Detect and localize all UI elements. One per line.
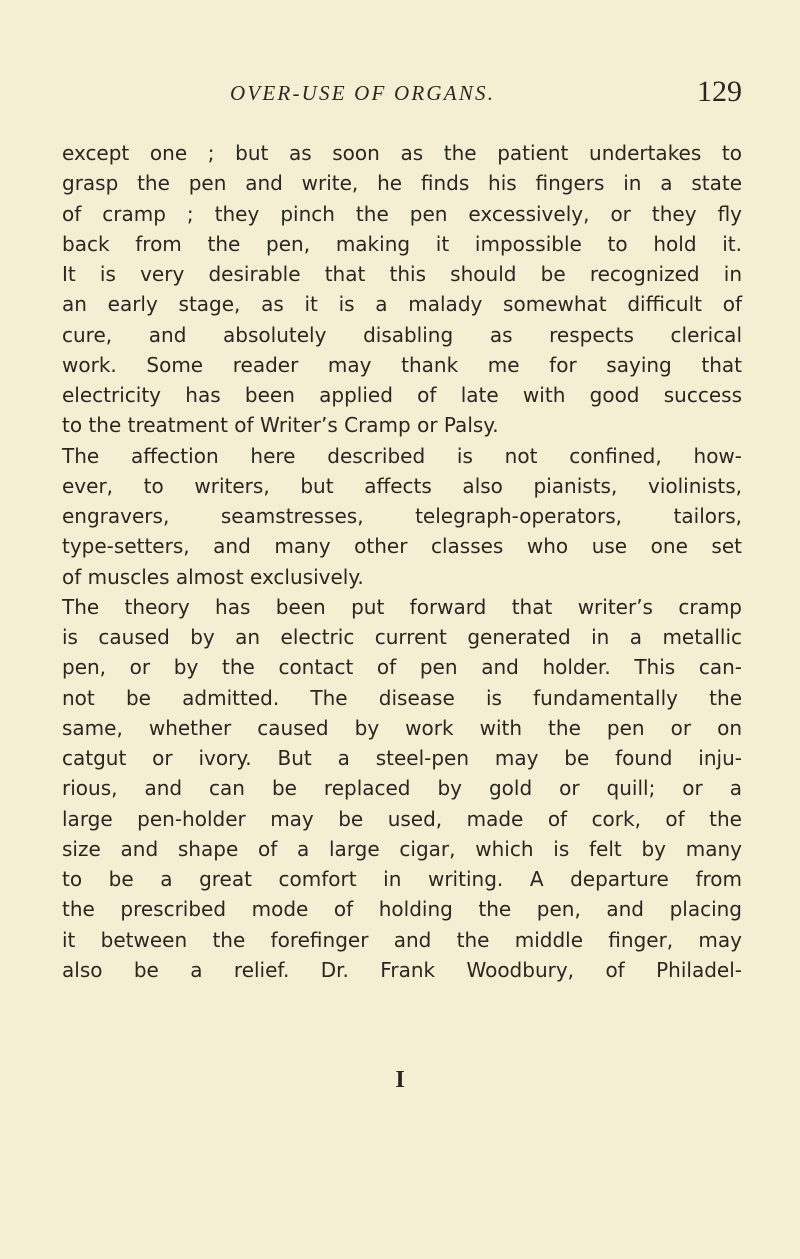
- text-line: ever, to writers, but affects also pianists, violinists,: [62, 473, 742, 498]
- text-line: large pen-holder may be used, made of cork, of the: [62, 806, 742, 831]
- text-line: type-setters, and many other classes who use one set: [62, 534, 742, 559]
- text-line: an early stage, as it is a malady somewhat difficult of: [62, 292, 742, 317]
- text-line: size and shape of a large cigar, which is felt by many: [62, 836, 742, 861]
- text-line: engravers, seamstresses, telegraph-operators, tailors,: [62, 504, 742, 528]
- text-line: except one ; but as soon as the patient undertakes to: [62, 141, 742, 165]
- text-line: It is very desirable that this should be recognized in: [62, 262, 742, 286]
- text-line: grasp the pen and write, he finds his fingers in a state: [62, 171, 742, 196]
- text-line: same, whether caused by work with the pen or on: [62, 715, 742, 740]
- text-line: to the treatment of Writer’s Cramp or Palsy.: [62, 413, 499, 438]
- text-line: of muscles almost exclusively.: [62, 564, 364, 589]
- text-line: back from the pen, making it impossible to hold it.: [62, 231, 742, 256]
- text-line: pen, or by the contact of pen and holder. This can-: [62, 655, 742, 680]
- text-line: it between the forefinger and the middle finger, may: [62, 927, 742, 952]
- text-line: electricity has been applied of late with good success: [62, 383, 742, 407]
- text-line: rious, and can be replaced by gold or quill; or a: [62, 776, 742, 801]
- text-line: of cramp ; they pinch the pen excessively, or they fly: [62, 201, 742, 226]
- text-line: The affection here described is not confined, how-: [62, 443, 742, 468]
- text-line: to be a great comfort in writing. A departure from: [62, 867, 742, 891]
- text-line: The theory has been put forward that writer’s cramp: [62, 594, 742, 619]
- body-text: [62, 138, 742, 985]
- page-number: 129: [697, 75, 742, 108]
- text-line: is caused by an electric current generated in a metallic: [62, 625, 742, 649]
- text-line: cure, and absolutely disabling as respects clerical: [62, 322, 742, 347]
- page-header: [62, 75, 742, 115]
- signature-mark: I: [395, 1067, 405, 1093]
- text-line: the prescribed mode of holding the pen, and placing: [62, 897, 742, 922]
- text-line: not be admitted. The disease is fundamentally the: [62, 685, 742, 710]
- text-line: work. Some reader may thank me for saying that: [62, 352, 742, 377]
- text-line: also be a relief. Dr. Frank Woodbury, of Philadel-: [62, 957, 742, 982]
- text-line: catgut or ivory. But a steel-pen may be found inju-: [62, 746, 742, 770]
- running-head: OVER-USE OF ORGANS.: [230, 81, 496, 105]
